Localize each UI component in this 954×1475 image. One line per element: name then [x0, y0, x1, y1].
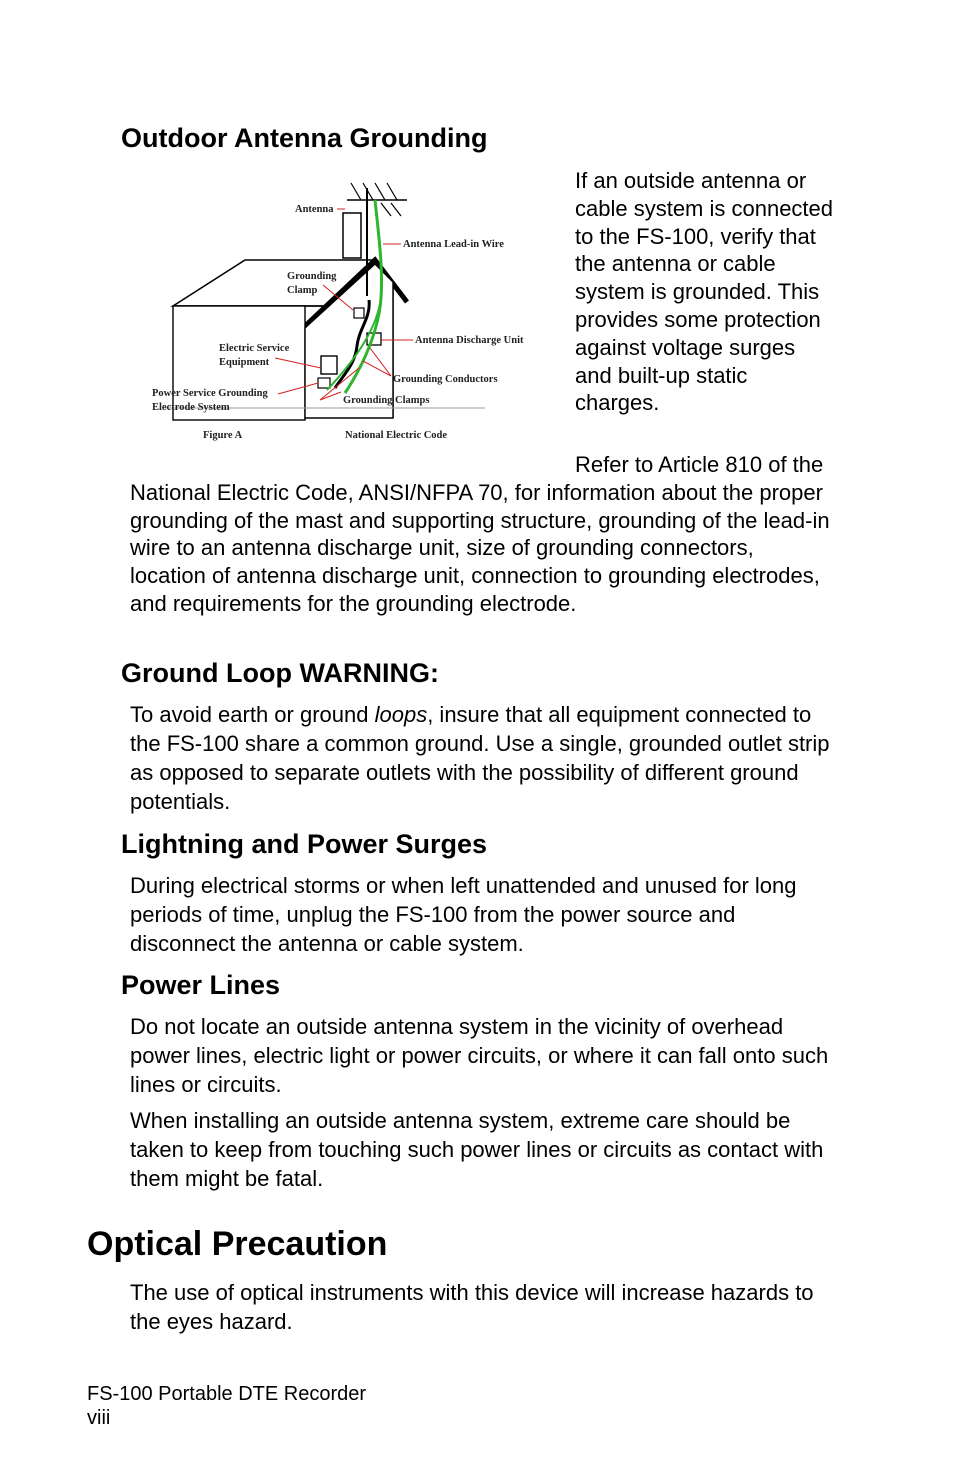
figure-label-power-service: Electrode System: [152, 402, 230, 413]
heading-outdoor-antenna-grounding: Outdoor Antenna Grounding: [121, 123, 488, 153]
paragraph-ground-loop: To avoid earth or ground loops, insure that all equipment connected to the FS-100 share a common ground. Use a single, grounded outlet strip as opposed to separate outlets with the possibility of different ground potentials.: [130, 702, 830, 814]
paragraph-lightning: During electrical storms or when left unattended and unused for long periods of time, unplug the FS-100 from the power source and disconnect the antenna or cable system.: [130, 873, 797, 956]
footer-title: FS-100 Portable DTE Recorder: [87, 1383, 367, 1405]
paragraph-power-lines-1: Do not locate an outside antenna system in the vicinity of overhead power lines, electric light or power circuits, or where it can fall onto such lines or circuits.: [130, 1014, 829, 1097]
figure-label-grounding-clamps: Grounding Clamps: [343, 395, 430, 406]
paragraph-optical: The use of optical instruments with this device will increase hazards to the eyes hazard.: [130, 1280, 814, 1334]
figure-label-clamp: Clamp: [287, 285, 318, 296]
heading-ground-loop-warning: Ground Loop WARNING:: [121, 658, 439, 688]
figure-label-grounding-conductors: Grounding Conductors: [393, 374, 498, 385]
figure-caption-figure-a: Figure A: [203, 430, 243, 441]
heading-optical-precaution: Optical Precaution: [87, 1225, 388, 1263]
paragraph-article-810: Refer to Article 810 of the National Electric Code, ANSI/NFPA 70, for information about the proper grounding of the mast and supporting structure, grounding of the lead-in wire to an antenna discharge unit, size of grounding connectors, location of antenna discharge unit, connection to grounding electrodes, and requirements for the grounding electrode.: [130, 452, 830, 616]
figure-label-power-service: Power Service Grounding: [152, 388, 268, 399]
paragraph-antenna-intro: If an outside antenna or cable system is connected to the FS-100, verify that the antenna or cable system is grounded. This provides some protection against voltage surges and built-up static charges.: [575, 168, 834, 416]
figure-caption-nec: National Electric Code: [345, 430, 448, 441]
figure-label-lead-in: Antenna Lead-in Wire: [403, 239, 504, 250]
footer-page-number: viii: [87, 1407, 111, 1429]
heading-power-lines: Power Lines: [121, 970, 281, 1000]
figure-label-discharge-unit: Antenna Discharge Unit: [415, 335, 524, 346]
emphasis-loops: loops: [374, 702, 428, 727]
figure-label-electric-service: Equipment: [219, 357, 270, 368]
figure-label-antenna: Antenna: [295, 204, 334, 215]
antenna-grounding-figure: [145, 178, 545, 450]
paragraph-power-lines-2: When installing an outside antenna system, extreme care should be taken to keep from touching such power lines or circuits as contact with them might be fatal.: [130, 1108, 824, 1191]
figure-label-clamp: Grounding: [287, 271, 337, 282]
antenna-mast-box: [343, 213, 361, 258]
figure-label-electric-service: Electric Service: [219, 343, 290, 354]
heading-lightning-power-surges: Lightning and Power Surges: [121, 829, 488, 859]
